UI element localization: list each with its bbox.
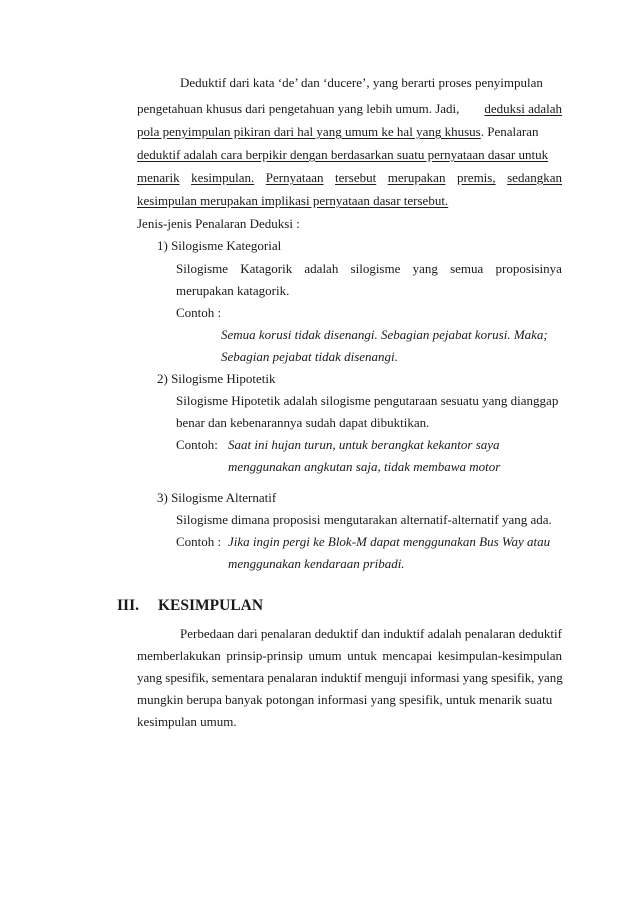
section3-line4: mungkin berupa banyak potongan informasi yang spesifik, untuk menarik suatu — [137, 692, 553, 707]
item2-desc-line1: Silogisme Hipotetik adalah silogisme pengutaraan sesuatu yang dianggap — [176, 393, 559, 408]
word: prinsip-prinsip — [226, 648, 303, 663]
item2-example-line1: Saat ini hujan turun, untuk berangkat kekantor saya — [228, 437, 500, 452]
word: silogisme — [350, 261, 401, 276]
section3-number: III. — [117, 597, 139, 614]
paragraph1-line5 — [137, 170, 562, 186]
word: tersebut — [335, 170, 377, 185]
section3-line1: Perbedaan dari penalaran deduktif dan induktif adalah penalaran deduktif — [180, 626, 562, 641]
paragraph1-line4: deduktif adalah cara berpikir dengan berdasarkan suatu pernyataan dasar untuk — [137, 147, 549, 162]
word: kesimpulan-kesimpulan — [437, 648, 562, 663]
word: Silogisme — [176, 261, 229, 276]
section3-line5: kesimpulan umum. — [137, 714, 237, 729]
word: semua — [450, 261, 484, 276]
deduksi-adalah-underlined: deduksi adalah — [484, 101, 562, 116]
paragraph1-line2-text: pengetahuan khusus dari pengetahuan yang lebih umum. Jadi, — [137, 101, 460, 116]
section3-line2 — [137, 648, 562, 664]
item3-title: 3) Silogisme Alternatif — [157, 490, 277, 505]
paragraph1-line2 — [137, 101, 562, 117]
word: merupakan — [387, 170, 446, 185]
word: umum — [308, 648, 342, 663]
jenis-heading: Jenis-jenis Penalaran Deduksi : — [137, 216, 300, 231]
word: premis, — [456, 170, 496, 185]
section3-title: KESIMPULAN — [158, 597, 264, 614]
paragraph1-line3-underlined: pola penyimpulan pikiran dari hal yang umum ke hal yang khusus — [137, 124, 481, 139]
paragraph1-line6: kesimpulan merupakan implikasi pernyataan dasar tersebut. — [137, 193, 449, 208]
item2-desc-line2: benar dan kebenarannya sudah dapat dibuktikan. — [176, 415, 430, 430]
paragraph1-line3-tail: . Penalaran — [480, 124, 539, 139]
paragraph1-line3 — [137, 124, 562, 140]
item3-contoh-label: Contoh : — [176, 534, 222, 549]
item1-contoh-label: Contoh : — [176, 305, 222, 320]
item1-title: 1) Silogisme Kategorial — [157, 238, 282, 253]
word: untuk — [347, 648, 377, 663]
item3-example-line2: menggunakan kendaraan pribadi. — [228, 556, 405, 571]
item3-example-line1: Jika ingin pergi ke Blok-M dapat menggunakan Bus Way atau — [228, 534, 551, 549]
word: Katagorik — [240, 261, 293, 276]
word: mencapai — [382, 648, 433, 663]
word: adalah — [304, 261, 339, 276]
item2-example-line2: menggunakan angkutan saja, tidak membawa motor — [228, 459, 501, 474]
item1-desc-line2: merupakan katagorik. — [176, 283, 290, 298]
paragraph1-line1: Deduktif dari kata ‘de’ dan ‘ducere’, yang berarti proses penyimpulan — [180, 75, 543, 90]
word: sedangkan — [507, 170, 562, 185]
item1-example-line1: Semua korusi tidak disenangi. Sebagian pejabat korusi. Maka; — [221, 327, 548, 342]
word: memberlakukan — [137, 648, 221, 663]
item3-desc-line1: Silogisme dimana proposisi mengutarakan alternatif-alternatif yang ada. — [176, 512, 552, 527]
item2-contoh-label: Contoh: — [176, 437, 218, 452]
word: yang — [412, 261, 438, 276]
section3-line3: yang spesifik, sementara penalaran induktif menguji informasi yang spesifik, yang — [137, 670, 563, 685]
word: menarik — [137, 170, 180, 185]
word: Pernyataan — [265, 170, 324, 185]
item1-desc-line1 — [176, 261, 562, 277]
word: proposisinya — [495, 261, 562, 276]
item2-title: 2) Silogisme Hipotetik — [157, 371, 276, 386]
word: kesimpulan. — [191, 170, 255, 185]
item1-example-line2: Sebagian pejabat tidak disenangi. — [221, 349, 398, 364]
